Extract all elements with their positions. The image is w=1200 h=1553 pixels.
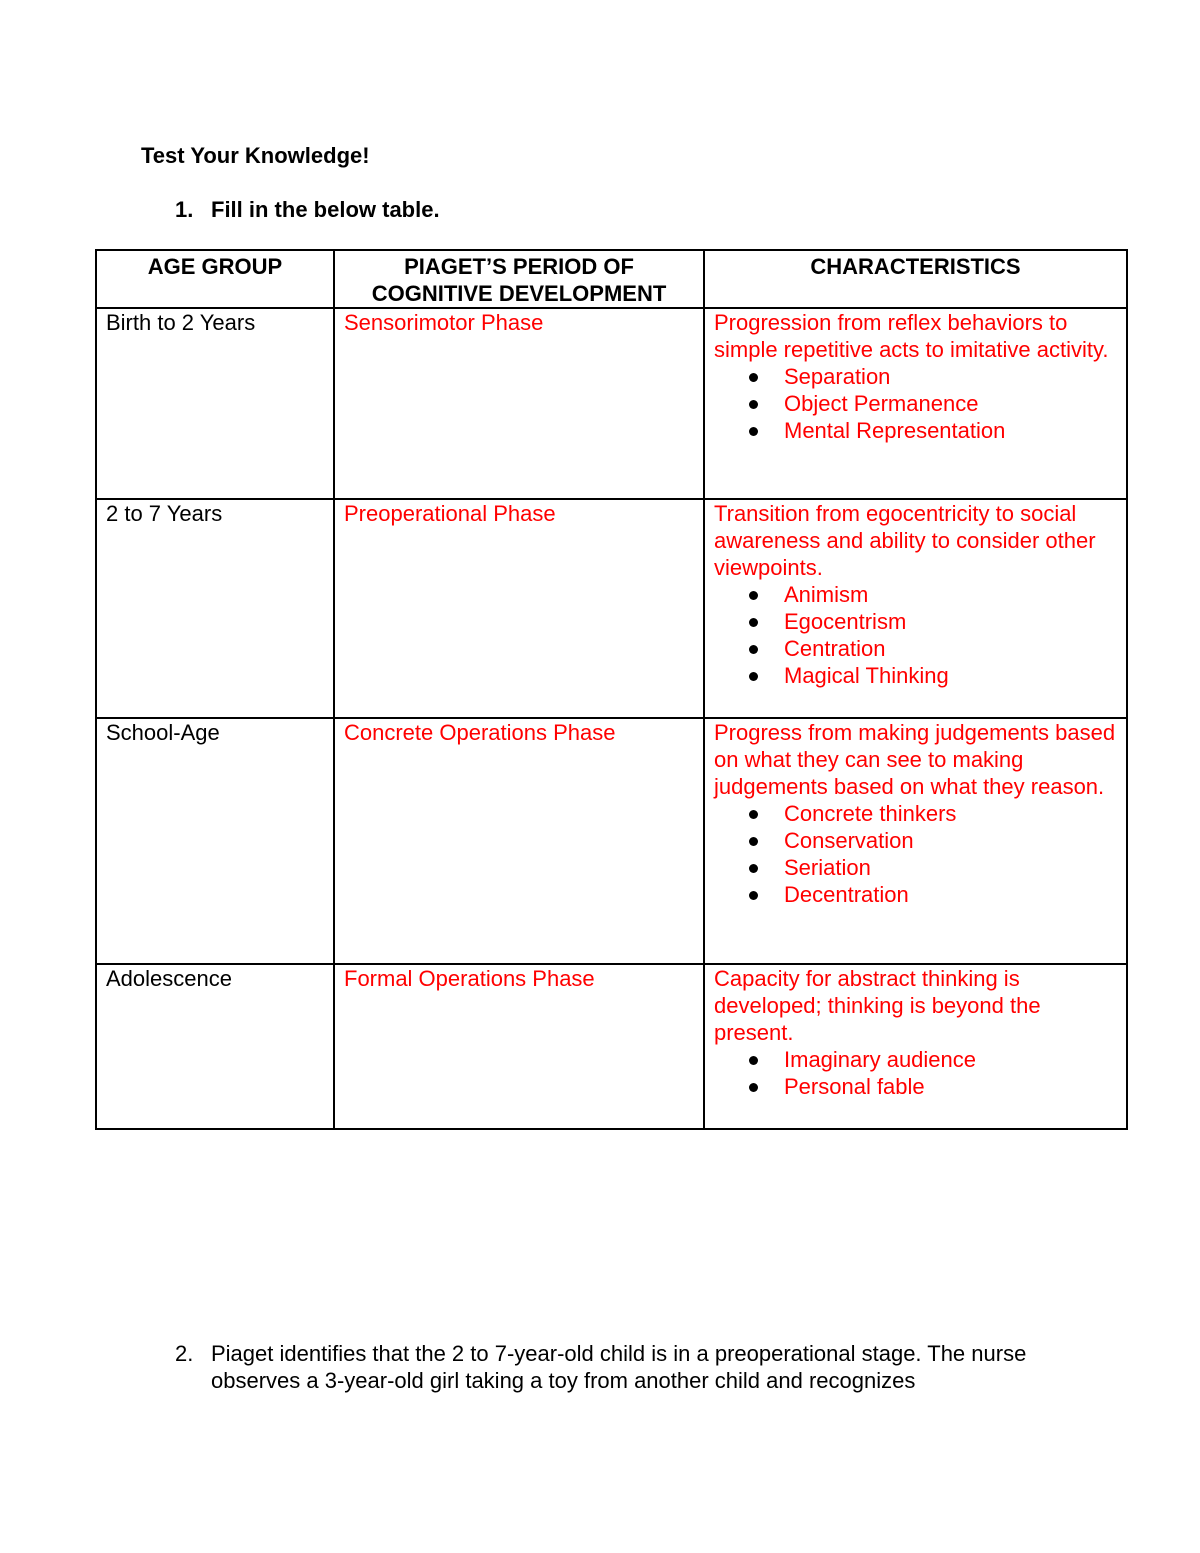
bullet-icon <box>749 427 758 436</box>
bullet-icon <box>749 373 758 382</box>
table-row <box>96 718 1127 964</box>
table-row <box>96 964 1127 1129</box>
question-2-text: Piaget identifies that the 2 to 7-year-old child is in a preoperational stage. The nurse observes a 3-year-old girl taking a toy from another child and recognizes <box>211 1341 1027 1393</box>
list-item: Separation <box>714 363 1117 390</box>
characteristics-description: Capacity for abstract thinking is developed; thinking is beyond the present. <box>714 966 1041 1045</box>
bullet-icon <box>749 672 758 681</box>
bullet-icon <box>749 864 758 873</box>
characteristics-list <box>714 800 1117 908</box>
characteristics-description: Transition from egocentricity to social awareness and ability to consider other viewpoints. <box>714 501 1096 580</box>
header-period: PIAGET’S PERIOD OF COGNITIVE DEVELOPMENT <box>334 250 704 308</box>
bullet-icon <box>749 618 758 627</box>
bullet-icon <box>749 1056 758 1065</box>
list-item: Imaginary audience <box>714 1046 1117 1073</box>
header-age-group: AGE GROUP <box>96 250 334 308</box>
period-cell: Formal Operations Phase <box>334 964 704 1129</box>
bullet-icon <box>749 810 758 819</box>
list-item: Mental Representation <box>714 417 1117 444</box>
period-cell: Preoperational Phase <box>334 499 704 718</box>
period-cell: Concrete Operations Phase <box>334 718 704 964</box>
characteristics-cell <box>704 964 1127 1129</box>
list-item: Personal fable <box>714 1073 1117 1100</box>
question-2 <box>175 1340 1055 1394</box>
question-1-number: 1. <box>175 197 194 222</box>
table-header-row <box>96 250 1127 308</box>
question-2-number: 2. <box>175 1341 194 1366</box>
list-item: Decentration <box>714 881 1117 908</box>
list-item: Concrete thinkers <box>714 800 1117 827</box>
age-cell: School-Age <box>96 718 334 964</box>
age-cell: Birth to 2 Years <box>96 308 334 499</box>
list-item: Egocentrism <box>714 608 1117 635</box>
table-row <box>96 499 1127 718</box>
question-1 <box>175 196 440 224</box>
characteristics-description: Progression from reflex behaviors to simple repetitive acts to imitative activity. <box>714 310 1109 362</box>
characteristics-cell <box>704 308 1127 499</box>
table-row <box>96 308 1127 499</box>
bullet-icon <box>749 891 758 900</box>
list-item: Conservation <box>714 827 1117 854</box>
bullet-icon <box>749 1083 758 1092</box>
characteristics-cell <box>704 499 1127 718</box>
bullet-icon <box>749 837 758 846</box>
piaget-table <box>95 249 1128 1130</box>
list-item: Seriation <box>714 854 1117 881</box>
period-cell: Sensorimotor Phase <box>334 308 704 499</box>
list-item: Animism <box>714 581 1117 608</box>
age-cell: 2 to 7 Years <box>96 499 334 718</box>
header-characteristics: CHARACTERISTICS <box>704 250 1127 308</box>
list-item: Object Permanence <box>714 390 1117 417</box>
characteristics-cell <box>704 718 1127 964</box>
page-heading: Test Your Knowledge! <box>141 143 370 168</box>
list-item: Centration <box>714 635 1117 662</box>
question-1-text: Fill in the below table. <box>211 197 440 222</box>
age-cell: Adolescence <box>96 964 334 1129</box>
characteristics-description: Progress from making judgements based on what they can see to making judgements based on what they reason. <box>714 720 1116 799</box>
characteristics-list <box>714 1046 1117 1100</box>
characteristics-list <box>714 581 1117 689</box>
characteristics-list <box>714 363 1117 444</box>
bullet-icon <box>749 591 758 600</box>
bullet-icon <box>749 645 758 654</box>
bullet-icon <box>749 400 758 409</box>
list-item: Magical Thinking <box>714 662 1117 689</box>
